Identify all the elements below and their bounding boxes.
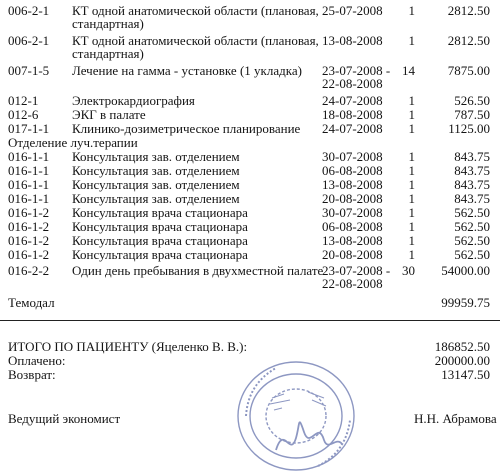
stamp-ring-lettering	[246, 368, 350, 466]
paid-amount: 200000.00	[434, 353, 490, 368]
service-quantity: 30	[402, 263, 415, 278]
service-amount: 843.75	[454, 191, 490, 206]
service-code: 016-1-2	[8, 233, 50, 248]
service-date: 13-08-2008	[322, 233, 383, 248]
service-amount: 562.50	[454, 247, 490, 262]
service-code: 016-1-1	[8, 149, 50, 164]
service-amount: 526.50	[454, 93, 490, 108]
service-description: Один день пребывания в двухместной палате	[72, 263, 324, 278]
signer-role: Ведущий экономист	[8, 411, 121, 426]
service-description-continued: стандартная)	[72, 16, 144, 31]
service-code: 016-1-1	[8, 177, 50, 192]
service-date: 25-07-2008	[322, 3, 383, 18]
total-label: ИТОГО ПО ПАЦИЕНТУ (Яцеленко В. В.):	[8, 339, 248, 354]
service-amount: 843.75	[454, 177, 490, 192]
service-description: Консультация врача стационара	[72, 233, 248, 248]
service-code: 007-1-5	[8, 63, 50, 78]
refund-label: Возврат:	[8, 367, 56, 382]
service-amount: 2812.50	[447, 33, 490, 48]
service-date-end: 22-08-2008	[322, 276, 383, 291]
service-description: Консультация зав. отделением	[72, 177, 240, 192]
service-code: 006-2-1	[8, 33, 50, 48]
service-date: 20-08-2008	[322, 247, 383, 262]
service-quantity: 1	[408, 191, 415, 206]
service-amount: 7875.00	[447, 63, 490, 78]
service-code: 016-1-2	[8, 205, 50, 220]
service-quantity: 1	[408, 247, 415, 262]
service-amount: 54000.00	[441, 263, 490, 278]
section-heading: Отделение луч.терапии	[8, 135, 138, 150]
service-quantity: 1	[408, 219, 415, 234]
temodal-label: Темодал	[8, 295, 55, 310]
service-date: 23-07-2008 -	[322, 63, 391, 78]
service-date: 30-07-2008	[322, 205, 383, 220]
summary-divider	[0, 320, 500, 321]
service-code: 012-1	[8, 93, 39, 108]
service-date: 13-08-2008	[322, 177, 383, 192]
service-description: ЭКГ в палате	[72, 107, 146, 122]
service-amount: 787.50	[454, 107, 490, 122]
temodal-amount: 99959.75	[441, 295, 490, 310]
service-description: КТ одной анатомической области (плановая,	[72, 33, 319, 48]
service-date: 23-07-2008 -	[322, 263, 391, 278]
service-description: Лечение на гамма - установке (1 укладка)	[72, 63, 302, 78]
service-quantity: 1	[408, 121, 415, 136]
service-quantity: 1	[408, 163, 415, 178]
service-amount: 562.50	[454, 219, 490, 234]
service-quantity: 1	[408, 107, 415, 122]
service-quantity: 1	[408, 233, 415, 248]
service-date: 30-07-2008	[322, 149, 383, 164]
service-description: Электрокардиография	[72, 93, 195, 108]
service-date-end: 22-08-2008	[322, 76, 383, 91]
service-description: Консультация зав. отделением	[72, 163, 240, 178]
official-stamp	[232, 354, 362, 472]
service-code: 016-1-2	[8, 247, 50, 262]
service-quantity: 1	[408, 149, 415, 164]
service-amount: 1125.00	[448, 121, 490, 136]
service-date: 06-08-2008	[322, 219, 383, 234]
handwritten-signature	[276, 422, 342, 450]
service-quantity: 1	[408, 33, 415, 48]
service-code: 017-1-1	[8, 121, 50, 136]
service-amount: 843.75	[454, 163, 490, 178]
service-code: 006-2-1	[8, 3, 50, 18]
service-date: 24-07-2008	[322, 93, 383, 108]
service-code: 016-1-2	[8, 219, 50, 234]
service-description: Консультация врача стационара	[72, 219, 248, 234]
signer-name: Н.Н. Абрамова	[414, 411, 497, 426]
service-description: КТ одной анатомической области (плановая,	[72, 3, 319, 18]
service-description: Консультация врача стационара	[72, 247, 248, 262]
service-quantity: 1	[408, 93, 415, 108]
service-code: 016-2-2	[8, 263, 50, 278]
service-quantity: 1	[408, 177, 415, 192]
service-date: 06-08-2008	[322, 163, 383, 178]
service-amount: 843.75	[454, 149, 490, 164]
service-date: 18-08-2008	[322, 107, 383, 122]
service-quantity: 14	[402, 63, 415, 78]
stamp-outer-ring	[238, 362, 354, 470]
service-description: Консультация зав. отделением	[72, 149, 240, 164]
service-code: 012-6	[8, 107, 39, 122]
service-description-continued: стандартная)	[72, 46, 144, 61]
total-amount: 186852.50	[434, 339, 490, 354]
service-amount: 562.50	[454, 205, 490, 220]
service-quantity: 1	[408, 3, 415, 18]
service-date: 13-08-2008	[322, 33, 383, 48]
paid-label: Оплачено:	[8, 353, 66, 368]
service-amount: 562.50	[454, 233, 490, 248]
service-description: Консультация зав. отделением	[72, 191, 240, 206]
service-date: 20-08-2008	[322, 191, 383, 206]
service-code: 016-1-1	[8, 163, 50, 178]
service-code: 016-1-1	[8, 191, 50, 206]
refund-amount: 13147.50	[441, 367, 490, 382]
service-date: 24-07-2008	[322, 121, 383, 136]
service-description: Консультация врача стационара	[72, 205, 248, 220]
service-quantity: 1	[408, 205, 415, 220]
service-amount: 2812.50	[447, 3, 490, 18]
service-description: Клинико-дозиметрическое планирование	[72, 121, 301, 136]
